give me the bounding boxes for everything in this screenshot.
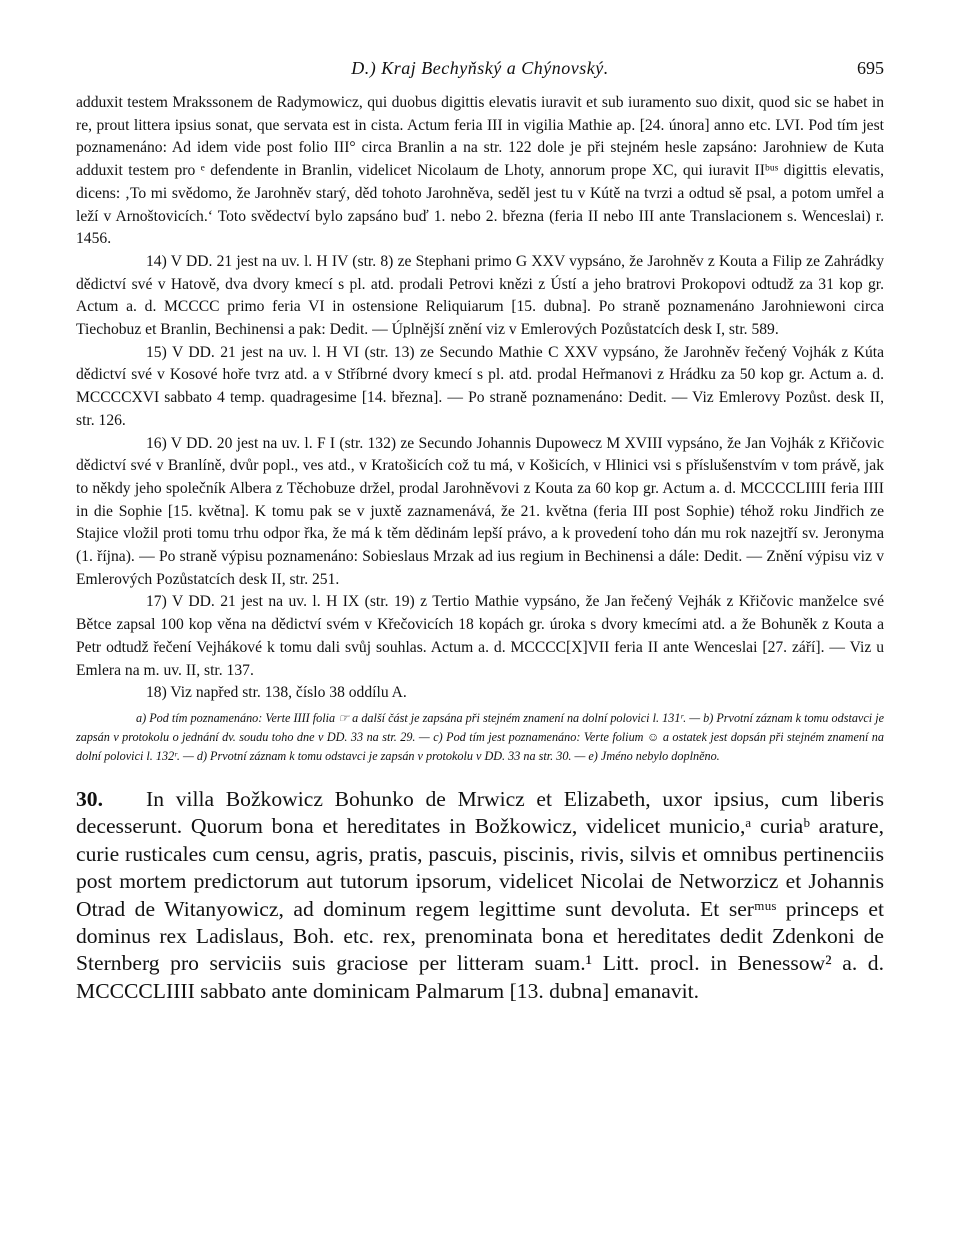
entry-text: In villa Božkowicz Bohunko de Mrwicz et Elizabeth, uxor ipsius, cum liberis decesserunt. Quorum bona et hereditates in Božkowicz, videlicet municio,ᵃ curiaᵇ arature, curie rusticales cum censu, agris, pratis, pascuis, piscinis, rivis, silvis et omnibus pertinenciis post mortem predictorum aut tutorum ipsorum, videlicet Nicolai de Networzicz et Johannis Otrad de Witanyowicz, ad dominum regem legittime sunt devoluta. Et serᵐᵘˢ princeps et dominus rex Ladislaus, Boh. etc. rex, prenominata bona et hereditates dedit Zdenkoni de Sternberg pro serviciis suis graciose per litteram suam.¹ Litt. procl. in Benessow² a. d. MCCCCLIIII sabbato ante dominicam Palmarum [13. dubna] emanavit. (76, 786, 884, 1003)
textual-note-paragraph: a) Pod tím poznamenáno: Verte IIII folia ☞ a další část je zapsána při stejném znamení na dolní polovici l. 131ʳ. — b) Prvotní záznam k tomu odstavci je zapsán v protokolu o jednání dv. soudu toho dne v DD. 33 na str. 29. — c) Pod tím jest poznamenáno: Verte folium ☺ a ostatek jest dopsán při stejném znamení na dolní polovici l. 132ʳ. — d) Prvotní záznam k tomu odstavci je zapsán v protokolu v DD. 33 na str. 30. — e) Jméno nebylo doplněno. (76, 710, 884, 763)
page-number: 695 (857, 58, 884, 78)
footnote-16: 16) V DD. 20 jest na uv. l. F I (str. 132) ze Secundo Johannis Dupowecz M XVIII vypsáno, že Jan Vojhák z Křičovic dědictví své v Branlíně, dvůr popl., ves atd., v Kratošicích což tu má, v Košicích, v Hlinici vsi s příslušenstvím v tom právě, jak to někdy jeho společník Albera z Těchobuze držel, prodal Jarohněvovi z Kouta za 60 kop gr. Actum a. d. MCCCCLIIII feria IIII in die Sophie [15. května]. K tomu pak se v juxtě zaznamenává, že 21. května (feria III post Sophie) téhož roku Jindřich ze Stajice vložil proti tomu trhu odpor řka, že má k těm dědinám lepší právo, a k provedení toho dán mu rok nazejtří sv. Jeronyma (1. října). — Po straně výpisu poznamenáno: Sobieslaus Mrzak ad ius regium in Bechinensi a dále: Dedit. — Znění výpisu viz v Emlerových Pozůstatcích desk II, str. 251. (76, 434, 884, 588)
running-title: D.) Kraj Bechyňský a Chýnovský. (351, 58, 609, 78)
footnotes-block (76, 92, 884, 705)
entry-number: 30. (76, 786, 103, 811)
footnote-14: 14) V DD. 21 jest na uv. l. H IV (str. 8) ze Stephani primo G XXV vypsáno, že Jarohněv z Kouta a Filip ze Zahrádky dědictví své v Hatově, dva dvory kmecí s pl. atd. prodali Petrovi knězi z Ústí a jeho bratrovi Prokopovi odtudž za 31 kop gr. Actum a. d. MCCCC primo feria VI in ostensione Reliquiarum [15. dubna]. Po straně poznamenáno Jarohniewoni circa Tiechobuz et Branlin, Bechinensi a pak: Dedit. — Úplnější znění viz v Emlerových Pozůstatcích desk I, str. 589. (76, 252, 884, 339)
entry-30 (76, 786, 884, 1005)
running-header (76, 58, 884, 88)
textual-notes (76, 709, 884, 766)
footnote-continuation: adduxit testem Mrakssonem de Radymowicz, qui duobus digittis elevatis iuravit et sub iuramento suo dixit, quod sic se habet in re, prout littera ipsius sonat, que servata est in cista. Actum feria III in vigilia Mathie ap. [24. února] anno etc. LVI. Pod tím jest poznamenáno: Ad idem vide post folio III° circa Branlin a na str. 122 dole je při stejném hesle zapsáno: Jarohniew de Kuta adduxit testem pro ᵉ defendente in Branlin, videlicet Nicolaum de Lhoty, annorum prope XC, qui iuravit IIᵇᵘˢ digittis elevatis, dicens: ‚To mi svědomo, že Jarohněv starý, děd tohoto Jarohněva, seděl jest tu v Kútě na tvrzi a odtud sě psal, a potom umřel a leží v Arnoštovicích.‘ Toto svědectví bylo zapsáno buď 1. nebo 2. března (feria II nebo III ante Translacionem s. Wenceslai) r. 1456. (76, 94, 884, 248)
footnote-15: 15) V DD. 21 jest na uv. l. H VI (str. 13) ze Secundo Mathie C XXV vypsáno, že Jarohněv řečený Vojhák z Kúta dědictví své v Kosové hoře tvrz atd. a v Stříbrné dvory kmecí s pl. atd. prodal Heřmanovi z Hrádku za 50 kop gr. Actum a. d. MCCCCXVI sabbato 4 temp. quadragesime [14. března]. — Po straně poznamenáno: Dedit. — Viz Emlerovy Pozůst. desk II, str. 126. (76, 343, 884, 429)
page (76, 58, 884, 1005)
footnote-17: 17) V DD. 21 jest na uv. l. H IX (str. 19) z Tertio Mathie vypsáno, že Jan řečený Vejhák z Křičovic manželce své Bětce zapsal 100 kop věna na dědictví svém v Křečovicích 18 kopách gr. úroka s dvory kmecími atd. a že Bohuněk z Kouta a Petr odtudž řečení Vejhákové k tomu dali svůj souhlas. Actum a. d. MCCCC[X]VII feria II ante Wenceslai [27. září]. — Viz u Emlera na m. uv. II, str. 137. (76, 593, 884, 679)
footnote-18: 18) Viz napřed str. 138, číslo 38 oddílu A. (146, 684, 407, 702)
